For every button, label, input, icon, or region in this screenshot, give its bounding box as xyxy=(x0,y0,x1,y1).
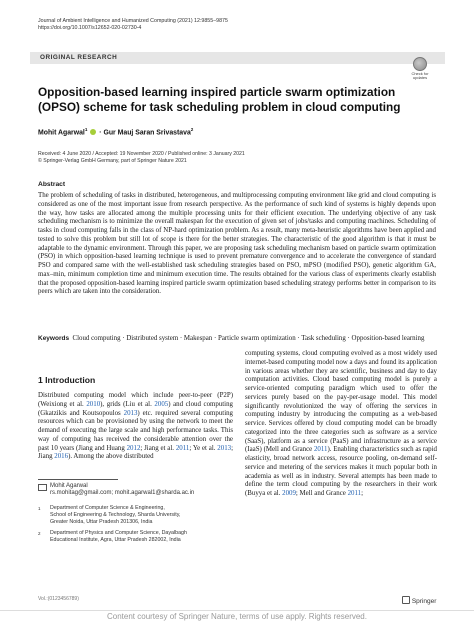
body-text: ). Enabling characteristics such as rapid elasticity, broad network access, resource pooling, on-demand self-service and metering of the services makes it much popular both in academia as well as in industry. Several attempts has been made to define the term cloud computing by the researchers in their work (Buyya et al. xyxy=(245,446,437,497)
keywords xyxy=(38,335,436,344)
abstract-heading: Abstract xyxy=(38,181,66,188)
paper-title: Opposition-based learning inspired particle swarm optimization (OPSO) scheme for task scheduling problem in cloud computing xyxy=(38,85,401,114)
citation-link[interactable]: 2010 xyxy=(86,400,101,408)
intro-right-column xyxy=(245,350,437,499)
citation-link[interactable]: 2012 xyxy=(126,444,141,452)
citation-link[interactable]: 2011 xyxy=(313,446,328,454)
footer-divider xyxy=(0,610,474,611)
journal-citation: Journal of Ambient Intelligence and Humanized Computing (2021) 12:9855–9875 xyxy=(38,18,228,24)
badge-label: Check for updates xyxy=(411,71,429,81)
body-text: ; Jiang et al. xyxy=(140,444,176,452)
citation-link[interactable]: 2005 xyxy=(154,400,169,408)
received-accepted-dates: Received: 4 June 2020 / Accepted: 19 November 2020 / Published online: 3 January 2021 xyxy=(38,151,245,157)
body-text: computing systems, cloud computing evolved as a most widely used internet-based computing model now a days and found its application in various areas whether they are scientific, business and day to day computation activities. Cloud based computing model is purely a service-oriented computing paradigm which used to offer the services purely based on the pay-per-usage model. This model significantly revolutionized the way of offering the services in computing industry by introducing the computing as a web-based service. Services offered by cloud computing model can be broadly categorized into the three categories such as software as a service (SaaS), platform as a service (PaaS) and infrastructure as a service (IaaS) (Mell and Grance xyxy=(245,350,437,454)
citation-link[interactable]: 2013 xyxy=(123,409,138,417)
contact-email[interactable]: rs.mohitag@gmail.com; mohit.agarwal1@sharda.ac.in xyxy=(50,490,195,496)
publisher-name: Springer xyxy=(411,598,437,605)
intro-left-column xyxy=(38,392,233,462)
affiliation-line: Department of Physics and Computer Science, Dayalbagh xyxy=(50,530,187,536)
keywords-label: Keywords xyxy=(38,335,70,342)
affiliation-line: School of Engineering & Technology, Sharda University, xyxy=(50,512,181,518)
courtesy-notice: Content courtesy of Springer Nature, terms of use apply. Rights reserved. xyxy=(107,612,367,621)
affiliation-line: Greater Noida, Uttar Pradesh 201306, India xyxy=(50,519,153,525)
affiliation-line: Department of Computer Science & Engineering, xyxy=(50,505,165,511)
affiliation-number: 1 xyxy=(38,506,41,511)
body-text: ) etc. required several computing resources which can be provisioned by using the network to meet the demand of executing the large scale and high performance tasks. This way of computing has received the considerable attention over the past 10 years (Jiang and Huang xyxy=(38,409,233,452)
author-list xyxy=(38,127,193,136)
keywords-list: Cloud computing · Distributed system · Makespan · Particle swarm optimization · Task scheduling · Opposition-based learning xyxy=(72,335,425,342)
body-text: ; Mell and Grance xyxy=(295,490,348,497)
affiliation-1 xyxy=(38,505,238,526)
abstract-text: The problem of scheduling of tasks in distributed, heterogeneous, and multiprocessing computing environment like grid and cloud computing is considered as one of the most important issue from research perspective. As the performance of such kind of systems is highly depends upon the way, how tasks are allocated among the multiple processing units for their efficient execution. The underlying objective of any task scheduling mechanism is to minimize the overall makespan for the execution of given set of jobs/tasks and computing machines. Scheduling of tasks in cloud computing falls in the class of NP-hard optimization problem. As a result, many meta-heuristic algorithms have been applied and tested to solve this problem but still lot of scope is there for the better strategies. The characteristic of the good algorithm is that it must be adaptable to the dynamic environment. Through this paper, we are proposing task scheduling mechanism based on particle swarm optimization (PSO) in which opposition-based learning technique is used to prevent premature convergence and to accelerate the convergence of standard PSO and compared same with the well-established task scheduling strategies based on PSO, mPSO (modified PSO), genetic algorithm GA, max–min, minimum completion time and minimum execution time. The results obtained for the various class of experiments clearly establish that the proposed opposition-based learning inspired particle swarm optimization based scheduling strategy performs better in comparison to its peers which are taken into the consideration. xyxy=(38,192,436,296)
author-separator: · xyxy=(97,129,104,137)
body-text: Distributed computing model which include peer-to-peer (P2P) (Weixiong et al. xyxy=(38,392,233,408)
citation-link[interactable]: 2016 xyxy=(54,453,69,461)
doi-link[interactable]: https://doi.org/10.1007/s12652-020-02730-4 xyxy=(38,25,142,31)
citation-link[interactable]: 2011 xyxy=(175,444,190,452)
envelope-icon xyxy=(38,484,47,491)
section-heading: 1 Introduction xyxy=(38,375,96,385)
affiliation-marker: 1 xyxy=(84,127,88,132)
affiliation-marker: 2 xyxy=(190,127,194,132)
body-text: ; Ye et al. xyxy=(189,444,218,452)
affiliation-line: Educational Institute, Agra, Uttar Pradesh 282002, India xyxy=(50,537,181,543)
update-check-icon xyxy=(413,57,427,71)
affiliation-2 xyxy=(38,530,238,544)
publisher-logo xyxy=(402,596,436,605)
article-type-label: ORIGINAL RESEARCH xyxy=(40,54,118,61)
body-text: ; Jiang xyxy=(38,444,233,461)
page-number-marker: Vol.:(0123456789) xyxy=(38,596,79,602)
check-for-updates-badge[interactable] xyxy=(409,57,431,81)
author-name[interactable]: Gur Mauj Saran Srivastava xyxy=(103,129,191,137)
contact-name: Mohit Agarwal xyxy=(50,483,88,489)
body-text: ). Among the above distributed xyxy=(68,453,154,461)
publication-history xyxy=(38,151,245,165)
footnote-divider xyxy=(38,479,118,480)
citation-link[interactable]: 2013 xyxy=(217,444,232,452)
copyright-line: © Springer-Verlag GmbH Germany, part of Springer Nature 2021 xyxy=(38,158,187,165)
body-text: ) and cloud computing (Gkatzikis and Koutsopoulos xyxy=(38,400,233,417)
corresponding-author-block xyxy=(38,483,238,497)
author-name[interactable]: Mohit Agarwal xyxy=(38,129,85,137)
body-text: ; xyxy=(361,490,364,497)
citation-link[interactable]: 2011 xyxy=(347,490,362,497)
body-text: ), grids (Liu et al. xyxy=(100,400,155,408)
orcid-icon[interactable] xyxy=(90,129,96,135)
affiliation-number: 2 xyxy=(38,531,41,536)
springer-horse-icon xyxy=(402,596,410,604)
citation-link[interactable]: 2009 xyxy=(282,490,296,497)
